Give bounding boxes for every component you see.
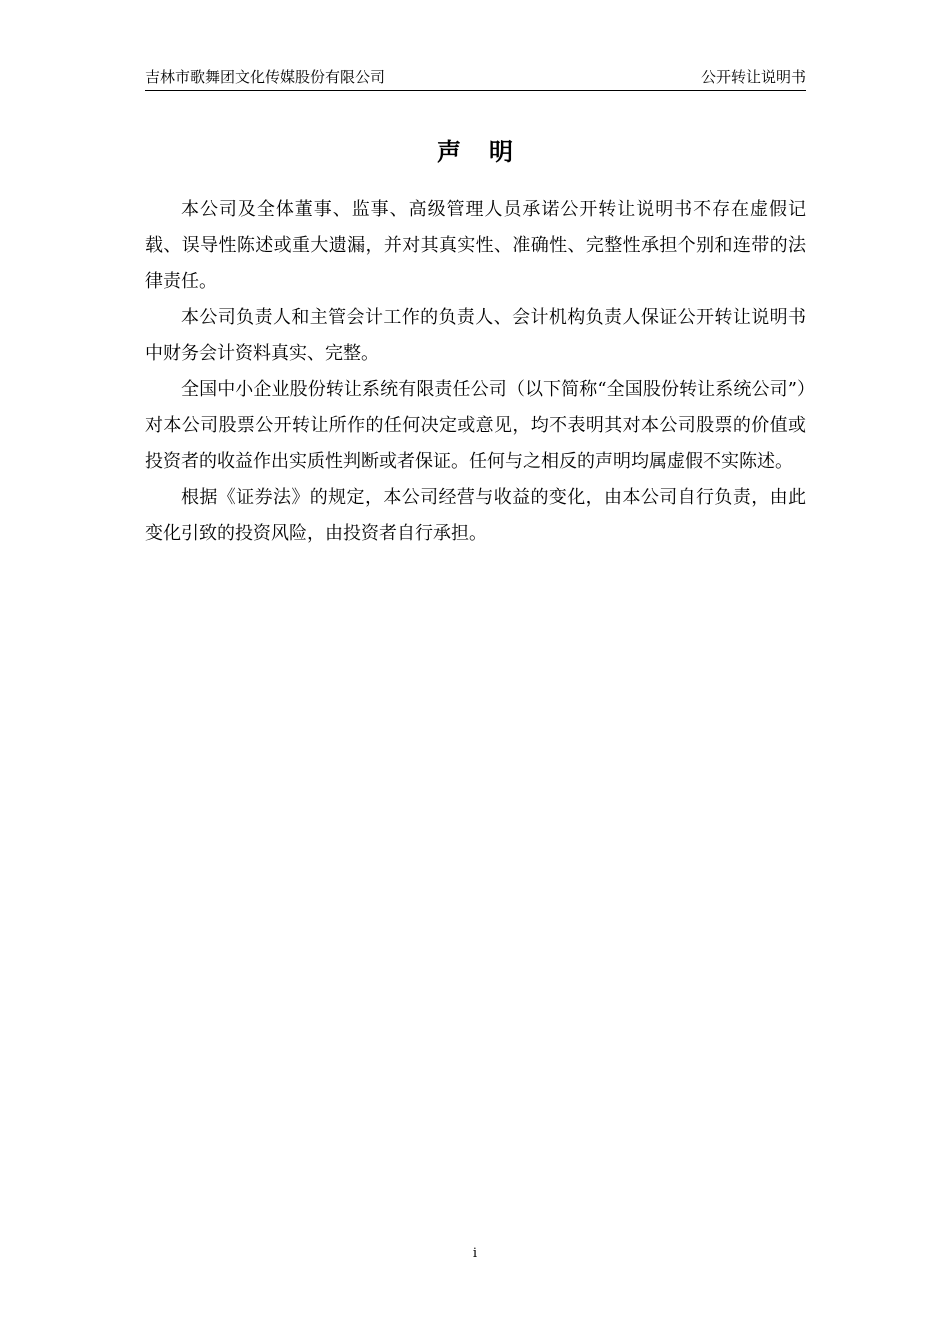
header-document-type: 公开转让说明书 (700, 68, 806, 86)
page-title: 声明 (437, 137, 541, 166)
declaration-paragraph: 本公司及全体董事、监事、高级管理人员承诺公开转让说明书不存在虚假记载、误导性陈述或重大遗漏，并对其真实性、准确性、完整性承担个别和连带的法律责任。 (145, 199, 806, 292)
declaration-paragraph: 根据《证券法》的规定，本公司经营与收益的变化，由本公司自行负责，由此变化引致的投资风险，由投资者自行承担。 (145, 487, 806, 544)
page-number: i (472, 1246, 478, 1261)
page-header (145, 66, 806, 91)
declaration-paragraph: 全国中小企业股份转让系统有限责任公司（以下简称“全国股份转让系统公司”）对本公司股票公开转让所作的任何决定或意见，均不表明其对本公司股票的价值或投资者的收益作出实质性判断或者保证。任何与之相反的声明均属虚假不实陈述。 (145, 379, 806, 472)
header-company-name: 吉林市歌舞团文化传媒股份有限公司 (145, 68, 386, 86)
declaration-paragraph: 本公司负责人和主管会计工作的负责人、会计机构负责人保证公开转让说明书中财务会计资料真实、完整。 (145, 307, 806, 364)
declaration-body (145, 192, 806, 552)
